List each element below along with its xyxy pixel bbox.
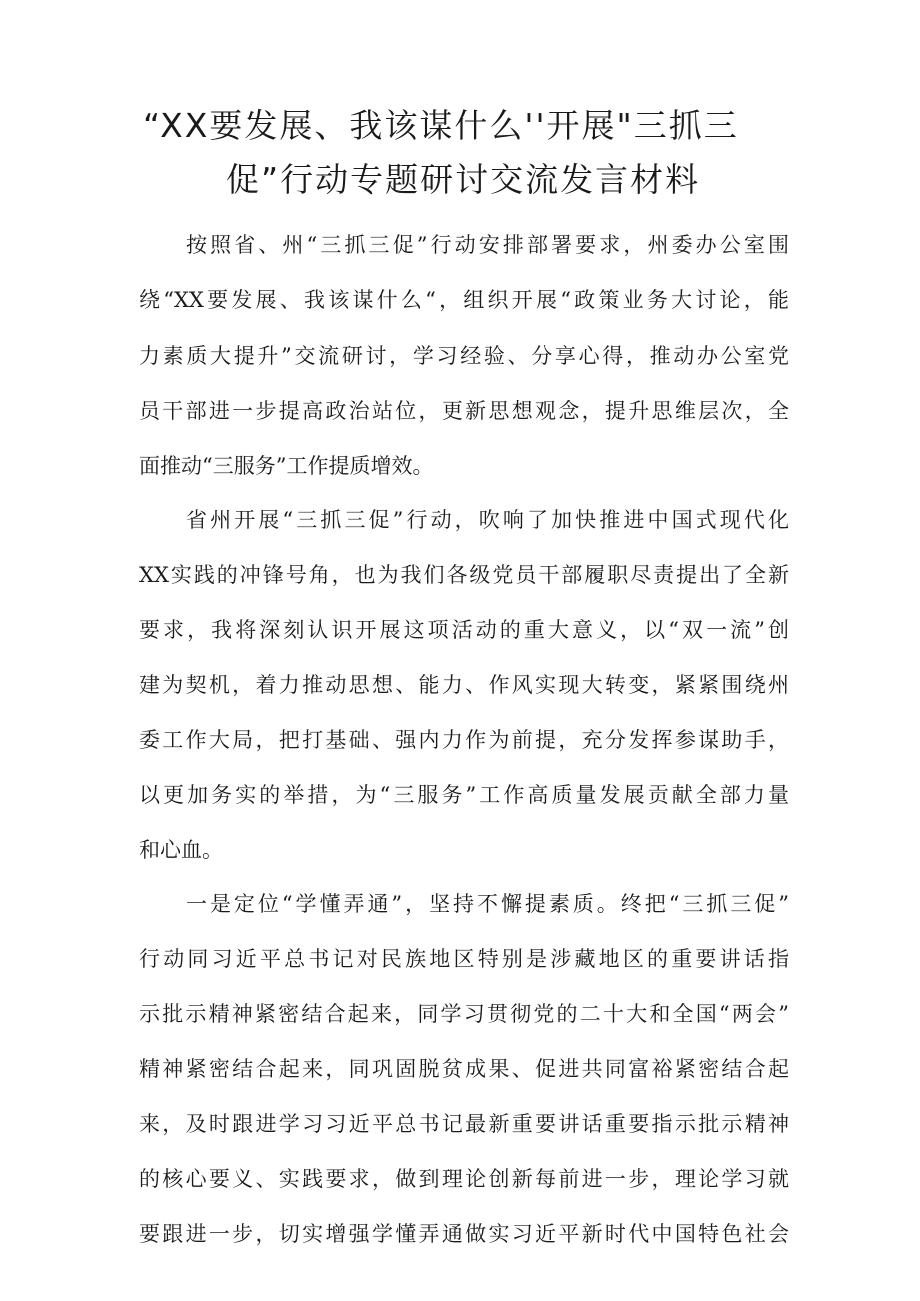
text-line: 示批示精神紧密结合起来，同学习贯彻党的二十大和全国“两会” — [139, 1002, 789, 1026]
text-line: 绕“XX要发展、我该谋什么“，组织开展“政策业务大讨论，能 — [139, 288, 789, 312]
text-line: 面推动“三服务”工作提质增效。 — [139, 454, 434, 478]
text-line: XX实践的冲锋号角，也为我们各级党员干部履职尽责提出了全新 — [139, 563, 789, 587]
text-line: 要跟进一步，切实增强学懂弄通做实习近平新时代中国特色社会 — [139, 1222, 789, 1246]
text-line: 要求，我将深刻认识开展这项活动的重大意义，以“双一流”创 — [139, 618, 789, 642]
text-line: 一是定位“学懂弄通”，坚持不懈提素质。终把“三抓三促” — [186, 892, 789, 916]
text-line: 以更加务实的举措，为“三服务”工作高质量发展贡献全部力量 — [139, 783, 789, 807]
document-title-line-1: “XX要发展、我该谋什么''开展"三抓三 — [143, 106, 739, 145]
text-line: 行动同习近平总书记对民族地区特别是涉藏地区的重要讲话指 — [139, 947, 789, 971]
text-line: 和心血。 — [139, 838, 223, 862]
text-line: 精神紧密结合起来，同巩固脱贫成果、促进共同富裕紧密结合起 — [139, 1057, 789, 1081]
text-line: 的核心要义、实践要求，做到理论创新每前进一步，理论学习就 — [139, 1167, 789, 1191]
text-line: 来，及时跟进学习习近平总书记最新重要讲话重要指示批示精神 — [139, 1112, 789, 1136]
text-line: 委工作大局，把打基础、强内力作为前提，充分发挥参谋助手， — [139, 728, 789, 752]
text-line: 员干部进一步提高政治站位，更新思想观念，提升思维层次，全 — [139, 399, 789, 423]
document-title-line-2: 促”行动专题研讨交流发言材料 — [226, 160, 701, 199]
text-line: 省州开展“三抓三促”行动，吹响了加快推进中国式现代化 — [186, 508, 789, 532]
text-line: 力素质大提升”交流研讨，学习经验、分享心得，推动办公室党 — [139, 344, 789, 368]
text-line: 建为契机，着力推动思想、能力、作风实现大转变，紧紧围绕州 — [139, 673, 789, 697]
text-line: 按照省、州“三抓三促”行动安排部署要求，州委办公室围 — [186, 233, 789, 257]
